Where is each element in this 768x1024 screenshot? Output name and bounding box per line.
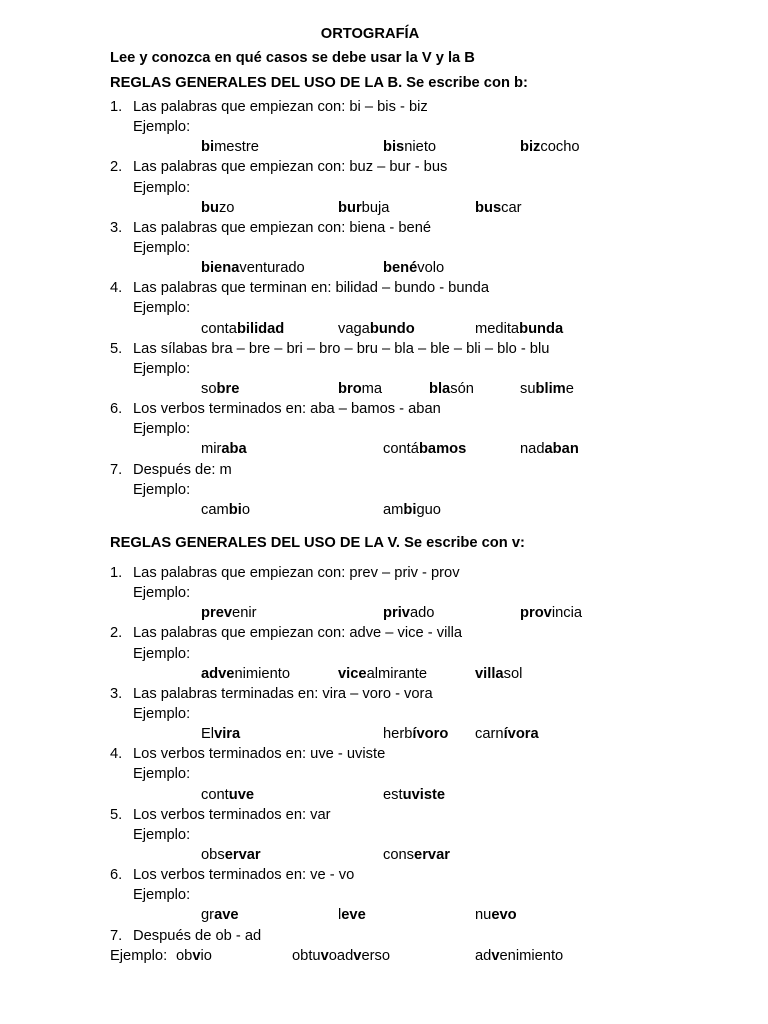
rule-text: Después de: m (133, 461, 232, 478)
rule-text: Las palabras que empiezan con: bi – bis - biz (133, 99, 428, 115)
example-word (520, 137, 580, 157)
word-segment: oad (328, 947, 354, 964)
word-segment: El (201, 726, 215, 743)
rule-number: 1. (110, 99, 123, 115)
example-word (201, 258, 305, 278)
word-segment: medita (475, 320, 520, 337)
highlighted-segment: vice (338, 665, 367, 682)
rule-text: Los verbos terminados en: uve - uviste (133, 746, 386, 763)
word-segment: gr (201, 907, 215, 924)
highlighted-segment: vira (214, 726, 241, 743)
rule-item (0, 865, 768, 925)
word-segment: volo (417, 260, 445, 277)
example-label: Ejemplo: (133, 239, 191, 256)
word-segment: cam (201, 501, 229, 518)
example-word (338, 905, 366, 925)
word-segment: su (520, 380, 536, 397)
rule-number: 6. (110, 401, 123, 418)
example-word (383, 724, 448, 744)
highlighted-segment: blim (535, 380, 566, 397)
rule-text: Los verbos terminados en: aba – bamos - aban (133, 401, 441, 418)
example-word (338, 198, 389, 218)
highlighted-segment: adve (201, 665, 235, 682)
word-segment: ado (409, 605, 435, 622)
example-word (475, 198, 522, 218)
rule-number: 2. (110, 625, 123, 642)
example-line (0, 603, 768, 623)
rule-line (0, 399, 768, 419)
rule-number: 5. (110, 806, 123, 823)
example-word (201, 724, 240, 744)
word-segment: nu (475, 907, 492, 924)
example-word (383, 500, 441, 520)
word-segment: almirante (366, 665, 428, 682)
highlighted-segment: ívora (503, 726, 539, 743)
example-label: Ejemplo: (133, 766, 191, 783)
example-line (0, 319, 768, 339)
rule-text: Las palabras terminadas en: vira – voro - vora (133, 685, 433, 702)
example-label: Ejemplo: (133, 585, 191, 602)
word-segment: són (450, 380, 474, 397)
word-segment: ma (361, 380, 383, 397)
example-word (201, 439, 247, 459)
word-segment: erso (361, 947, 391, 964)
example-word (475, 724, 539, 744)
highlighted-segment: bunda (519, 320, 564, 337)
rule-item (0, 218, 768, 278)
rule-item (0, 399, 768, 459)
highlighted-segment: biena (201, 260, 240, 277)
rule-line (0, 278, 768, 298)
word-segment: nad (520, 441, 545, 458)
example-label: Ejemplo: (133, 300, 191, 317)
highlighted-segment: bus (475, 199, 502, 216)
example-word (383, 845, 450, 865)
example-word (176, 946, 212, 966)
word-segment: enir (232, 605, 257, 622)
highlighted-segment: evo (491, 907, 517, 924)
rule-line (0, 460, 768, 480)
rule-text: Las palabras que terminan en: bilidad – bundo - bunda (133, 280, 490, 297)
highlighted-segment: biz (520, 139, 541, 156)
rule-text: Las palabras que empiezan con: buz – bur - bus (133, 159, 448, 176)
example-label-line (0, 480, 768, 500)
example-line (0, 379, 768, 399)
word-segment: cons (383, 846, 415, 863)
example-word (201, 379, 239, 399)
rule-line (0, 805, 768, 825)
example-line (0, 946, 768, 966)
word-segment: o (241, 501, 250, 518)
example-line (0, 258, 768, 278)
example-word (292, 946, 390, 966)
rule-item (0, 157, 768, 217)
rule-number: 4. (110, 280, 123, 297)
highlighted-segment: bené (383, 260, 418, 277)
example-line (0, 785, 768, 805)
example-label-line (0, 117, 768, 137)
word-segment: so (201, 380, 217, 397)
word-segment: e (565, 380, 574, 397)
example-word (338, 319, 415, 339)
example-word (383, 785, 445, 805)
word-segment: l (338, 907, 342, 924)
rule-line (0, 684, 768, 704)
intro-text: Lee y conozca en qué casos se debe usar la V y la B (110, 50, 475, 66)
example-label-line (0, 704, 768, 724)
example-label-line (0, 764, 768, 784)
highlighted-segment: bundo (369, 320, 415, 337)
highlighted-segment: aba (221, 441, 247, 458)
example-label-line (0, 583, 768, 603)
example-word (201, 905, 239, 925)
example-label: Ejemplo: (133, 119, 191, 136)
rule-line (0, 97, 768, 117)
rule-item (0, 623, 768, 683)
example-word (383, 137, 436, 157)
rule-number: 4. (110, 746, 123, 763)
rule-line (0, 339, 768, 359)
word-segment: carn (475, 726, 504, 743)
word-segment: obtu (292, 947, 321, 964)
highlighted-segment: bu (201, 199, 219, 216)
example-label: Ejemplo: (133, 481, 191, 498)
rule-item (0, 684, 768, 744)
highlighted-segment: ave (214, 907, 239, 924)
rule-item (0, 805, 768, 865)
example-line (0, 137, 768, 157)
rule-line (0, 623, 768, 643)
rule-number: 3. (110, 685, 123, 702)
rule-line (0, 926, 768, 946)
highlighted-segment: v (491, 947, 500, 964)
example-label: Ejemplo: (133, 645, 191, 662)
word-segment: contá (383, 441, 419, 458)
rule-item (0, 97, 768, 157)
word-segment: herb (383, 726, 413, 743)
example-label: Ejemplo: (133, 360, 191, 377)
rule-number: 2. (110, 159, 123, 176)
word-segment: vaga (338, 320, 370, 337)
word-segment: zo (218, 199, 235, 216)
highlighted-segment: bro (338, 380, 362, 397)
example-word (520, 379, 574, 399)
example-label-line (0, 298, 768, 318)
example-word (520, 603, 582, 623)
example-label-line (0, 825, 768, 845)
word-segment: ob (176, 947, 193, 964)
rule-number: 3. (110, 219, 123, 236)
section-heading-v: REGLAS GENERALES DEL USO DE LA V. Se escribe con v: (110, 535, 525, 551)
example-label: Ejemplo: (133, 887, 191, 904)
example-line (0, 198, 768, 218)
highlighted-segment: ervar (414, 846, 450, 863)
rule-item (0, 278, 768, 338)
highlighted-segment: prev (201, 605, 233, 622)
example-word (383, 258, 444, 278)
word-segment: venturado (239, 260, 305, 277)
example-line (0, 500, 768, 520)
example-label-line (0, 419, 768, 439)
example-word (201, 785, 254, 805)
highlighted-segment: bi (228, 501, 242, 518)
word-segment: buja (361, 199, 390, 216)
rule-number: 5. (110, 340, 123, 357)
word-segment: am (383, 501, 404, 518)
word-segment: nimiento (234, 665, 290, 682)
example-label-line (0, 238, 768, 258)
highlighted-segment: bur (338, 199, 362, 216)
word-segment: enimiento (499, 947, 564, 964)
section-heading-b: REGLAS GENERALES DEL USO DE LA B. Se escribe con b: (110, 75, 528, 91)
word-segment: conta (201, 320, 237, 337)
highlighted-segment: bi (403, 501, 417, 518)
example-label-line (0, 644, 768, 664)
rule-number: 7. (110, 461, 123, 478)
rule-text: Las sílabas bra – bre – bri – bro – bru – bla – ble – bli – blo - blu (133, 340, 550, 357)
word-segment: sol (503, 665, 523, 682)
word-segment: obs (201, 846, 225, 863)
word-segment: io (200, 947, 212, 964)
word-segment: guo (416, 501, 441, 518)
example-word (475, 664, 522, 684)
example-word (475, 946, 563, 966)
word-segment: nieto (404, 139, 437, 156)
rule-line (0, 865, 768, 885)
rule-line (0, 157, 768, 177)
example-label-line (0, 359, 768, 379)
example-word (383, 439, 466, 459)
highlighted-segment: bamos (418, 441, 467, 458)
example-word (520, 439, 579, 459)
rule-line (0, 563, 768, 583)
rule-item (0, 926, 768, 966)
page-title: ORTOGRAFÍA (320, 26, 420, 42)
highlighted-segment: prov (520, 605, 552, 622)
example-line (0, 439, 768, 459)
example-word (338, 664, 427, 684)
example-word (201, 603, 257, 623)
example-line (0, 905, 768, 925)
example-label: Ejemplo: (133, 421, 191, 438)
highlighted-segment: bilidad (236, 320, 285, 337)
rule-number: 1. (110, 565, 123, 581)
rule-item (0, 339, 768, 399)
word-segment: ad (475, 947, 492, 964)
example-line (0, 845, 768, 865)
example-label: Ejemplo: (133, 705, 191, 722)
word-segment: incia (551, 605, 583, 622)
highlighted-segment: uviste (402, 786, 446, 803)
example-label-line (0, 178, 768, 198)
example-word (429, 379, 474, 399)
word-segment: cont (201, 786, 229, 803)
word-segment: car (501, 199, 522, 216)
example-line (0, 724, 768, 744)
example-label-line (0, 885, 768, 905)
word-segment: est (383, 786, 403, 803)
rule-text: Las palabras que empiezan con: adve – vice - villa (133, 625, 463, 642)
highlighted-segment: bre (216, 380, 240, 397)
example-line (0, 664, 768, 684)
rule-item (0, 744, 768, 804)
rule-text: Las palabras que empiezan con: biena - bené (133, 219, 432, 236)
rule-number: 6. (110, 867, 123, 884)
rule-text: Las palabras que empiezan con: prev – priv - prov (133, 565, 460, 581)
example-word (201, 500, 250, 520)
highlighted-segment: bla (429, 380, 451, 397)
example-word (201, 319, 284, 339)
highlighted-segment: v (320, 947, 329, 964)
example-word (201, 198, 234, 218)
highlighted-segment: ervar (224, 846, 261, 863)
highlighted-segment: bis (383, 139, 405, 156)
rule-line (0, 744, 768, 764)
example-label: Ejemplo: (110, 947, 168, 964)
rule-list-v (0, 563, 768, 966)
rule-text: Después de ob - ad (133, 927, 262, 944)
example-word (201, 845, 261, 865)
highlighted-segment: villa (475, 665, 504, 682)
highlighted-segment: ívoro (412, 726, 449, 743)
rule-item (0, 563, 768, 623)
rule-number: 7. (110, 927, 123, 944)
word-segment: cocho (540, 139, 580, 156)
highlighted-segment: v (353, 947, 362, 964)
rule-list-b (0, 97, 768, 520)
highlighted-segment: aban (544, 441, 579, 458)
highlighted-segment: bi (201, 139, 215, 156)
highlighted-segment: priv (383, 605, 410, 622)
rule-text: Los verbos terminados en: ve - vo (133, 867, 355, 884)
example-word (383, 603, 434, 623)
example-label: Ejemplo: (133, 826, 191, 843)
rule-item (0, 460, 768, 520)
highlighted-segment: v (192, 947, 201, 964)
example-word (201, 664, 290, 684)
example-label: Ejemplo: (133, 179, 191, 196)
highlighted-segment: uve (228, 786, 255, 803)
word-segment: mestre (214, 139, 259, 156)
example-word (201, 137, 259, 157)
example-word (475, 319, 563, 339)
rule-line (0, 218, 768, 238)
word-segment: mir (201, 441, 222, 458)
highlighted-segment: eve (341, 907, 366, 924)
example-word (338, 379, 382, 399)
example-word (475, 905, 517, 925)
rule-text: Los verbos terminados en: var (133, 806, 331, 823)
